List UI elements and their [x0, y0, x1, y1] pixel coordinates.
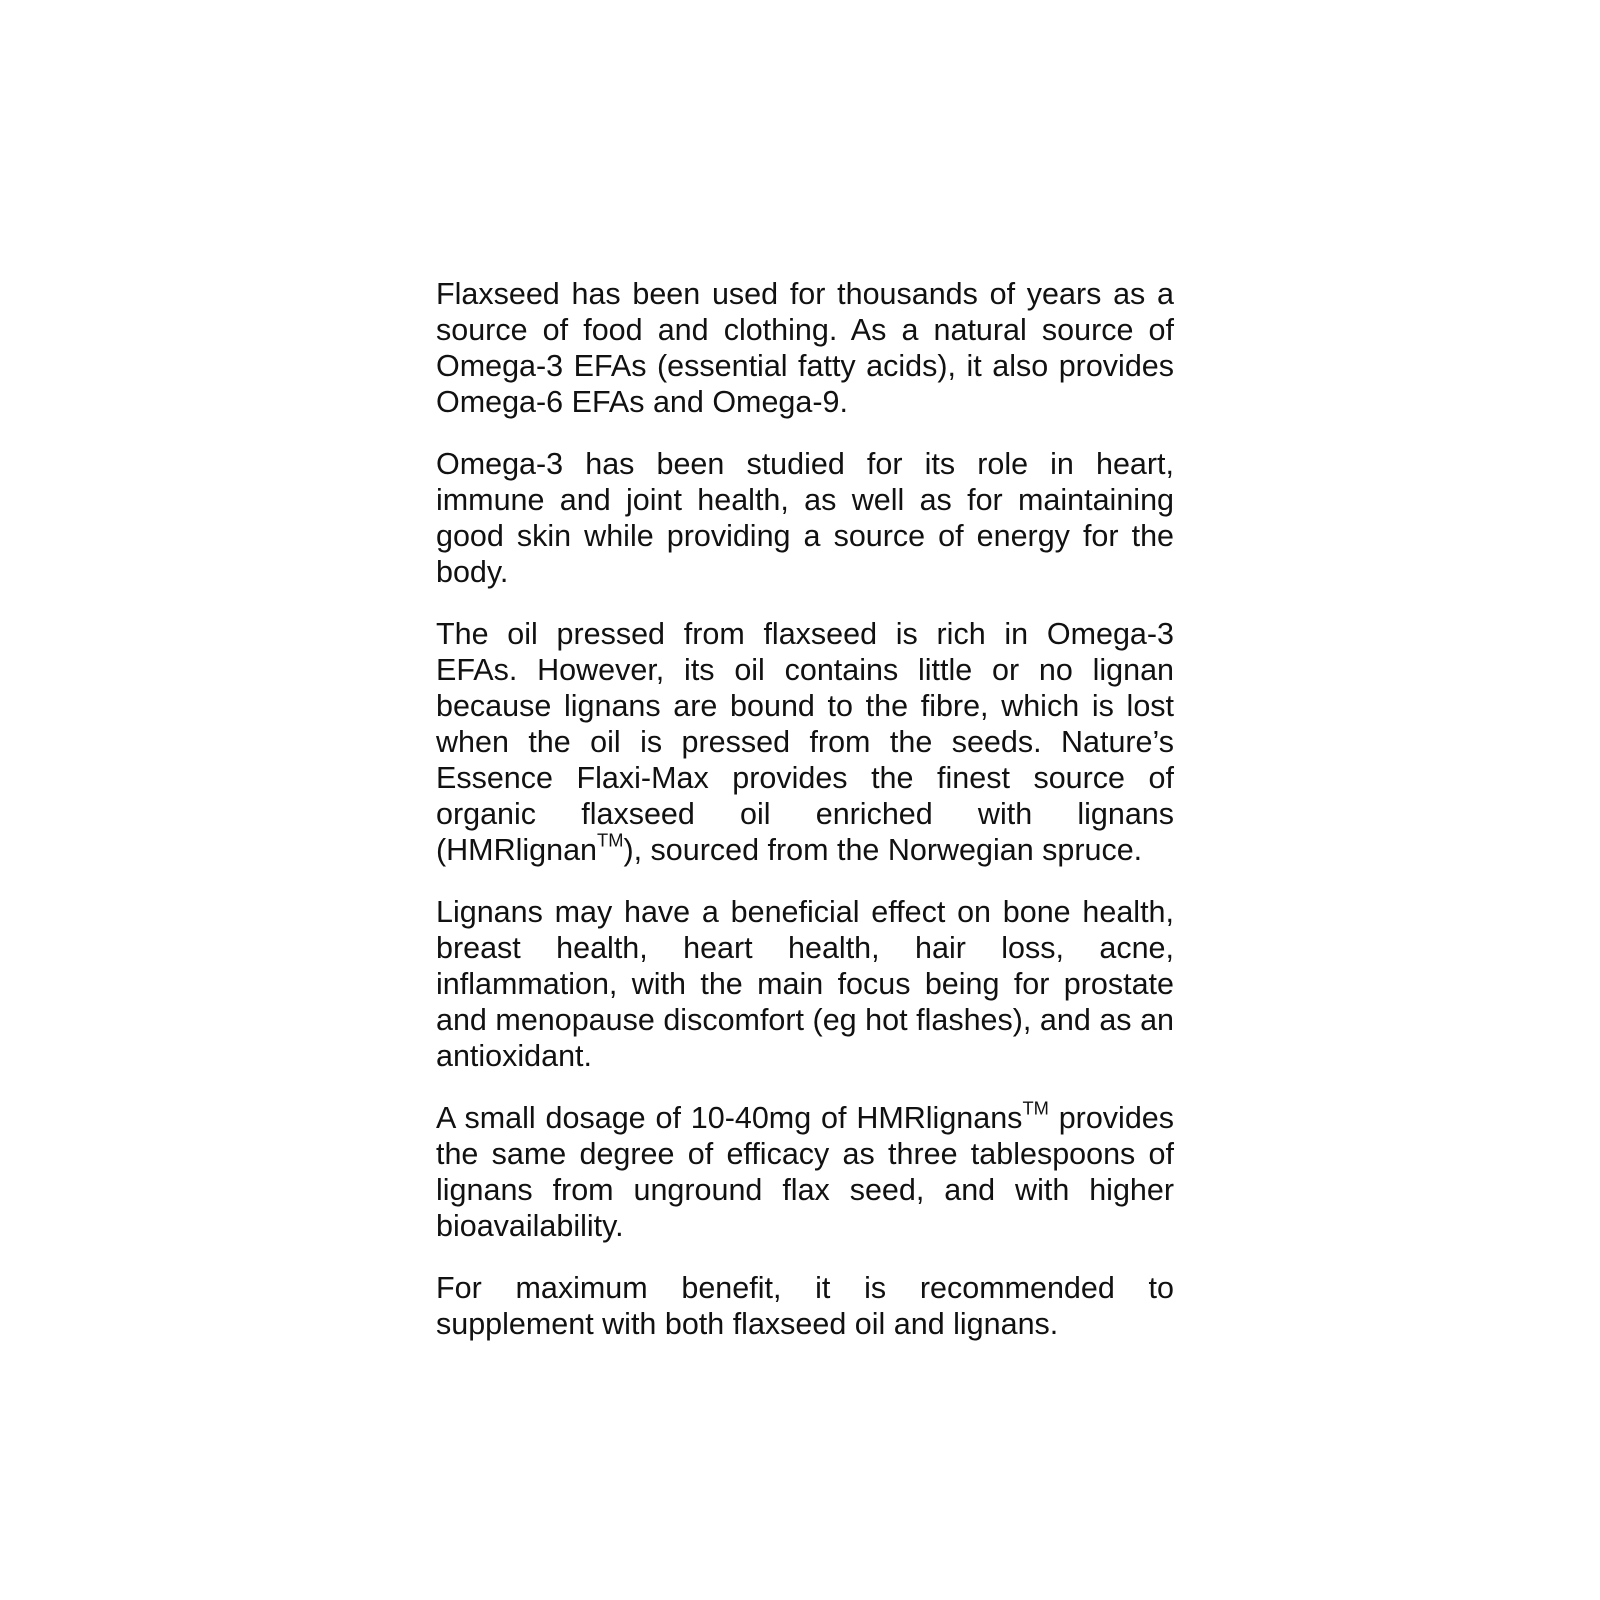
- paragraph-lignan-benefits: Lignans may have a beneficial effect on bone health, breast health, heart health, hair loss, acne, inflammation, with the main focus being for prostate and menopause discomfort (eg hot flashes), and as an antioxidant.: [436, 895, 1174, 1073]
- trademark-mark: TM: [597, 829, 624, 851]
- trademark-mark: TM: [1022, 1097, 1049, 1119]
- paragraph-recommendation: For maximum benefit, it is recommended to supplement with both flaxseed oil and lignans.: [436, 1271, 1174, 1341]
- paragraph-dosage-text: A small dosage of 10-40mg of HMRlignans: [436, 1101, 1023, 1135]
- paragraph-oil-lignans-text: The oil pressed from flaxseed is rich in Omega-3 EFAs. However, its oil contains little or no lignan because lignans are bound to the fibre, which is lost when the oil is pressed from the seeds. Nature’s Essence Flaxi-Max provides the finest source of organic flaxseed oil enriched with lignans (HMRlignan: [436, 617, 1174, 867]
- paragraph-flaxseed-intro: Flaxseed has been used for thousands of years as a source of food and clothing. As a natural source of Omega-3 EFAs (essential fatty acids), it also provides Omega-6 EFAs and Omega-9.: [436, 277, 1174, 419]
- paragraph-dosage: [436, 1097, 1174, 1244]
- paragraph-oil-lignans: [436, 616, 1174, 868]
- paragraph-dosage-text-end: provides the same degree of efficacy as three tablespoons of lignans from unground flax seed, and with higher bioavailability.: [436, 1101, 1174, 1243]
- body-text: [436, 276, 1174, 1368]
- paragraph-omega3-role: Omega-3 has been studied for its role in heart, immune and joint health, as well as for maintaining good skin while providing a source of energy for the body.: [436, 447, 1174, 589]
- paragraph-oil-lignans-text-end: ), sourced from the Norwegian spruce.: [623, 833, 1143, 867]
